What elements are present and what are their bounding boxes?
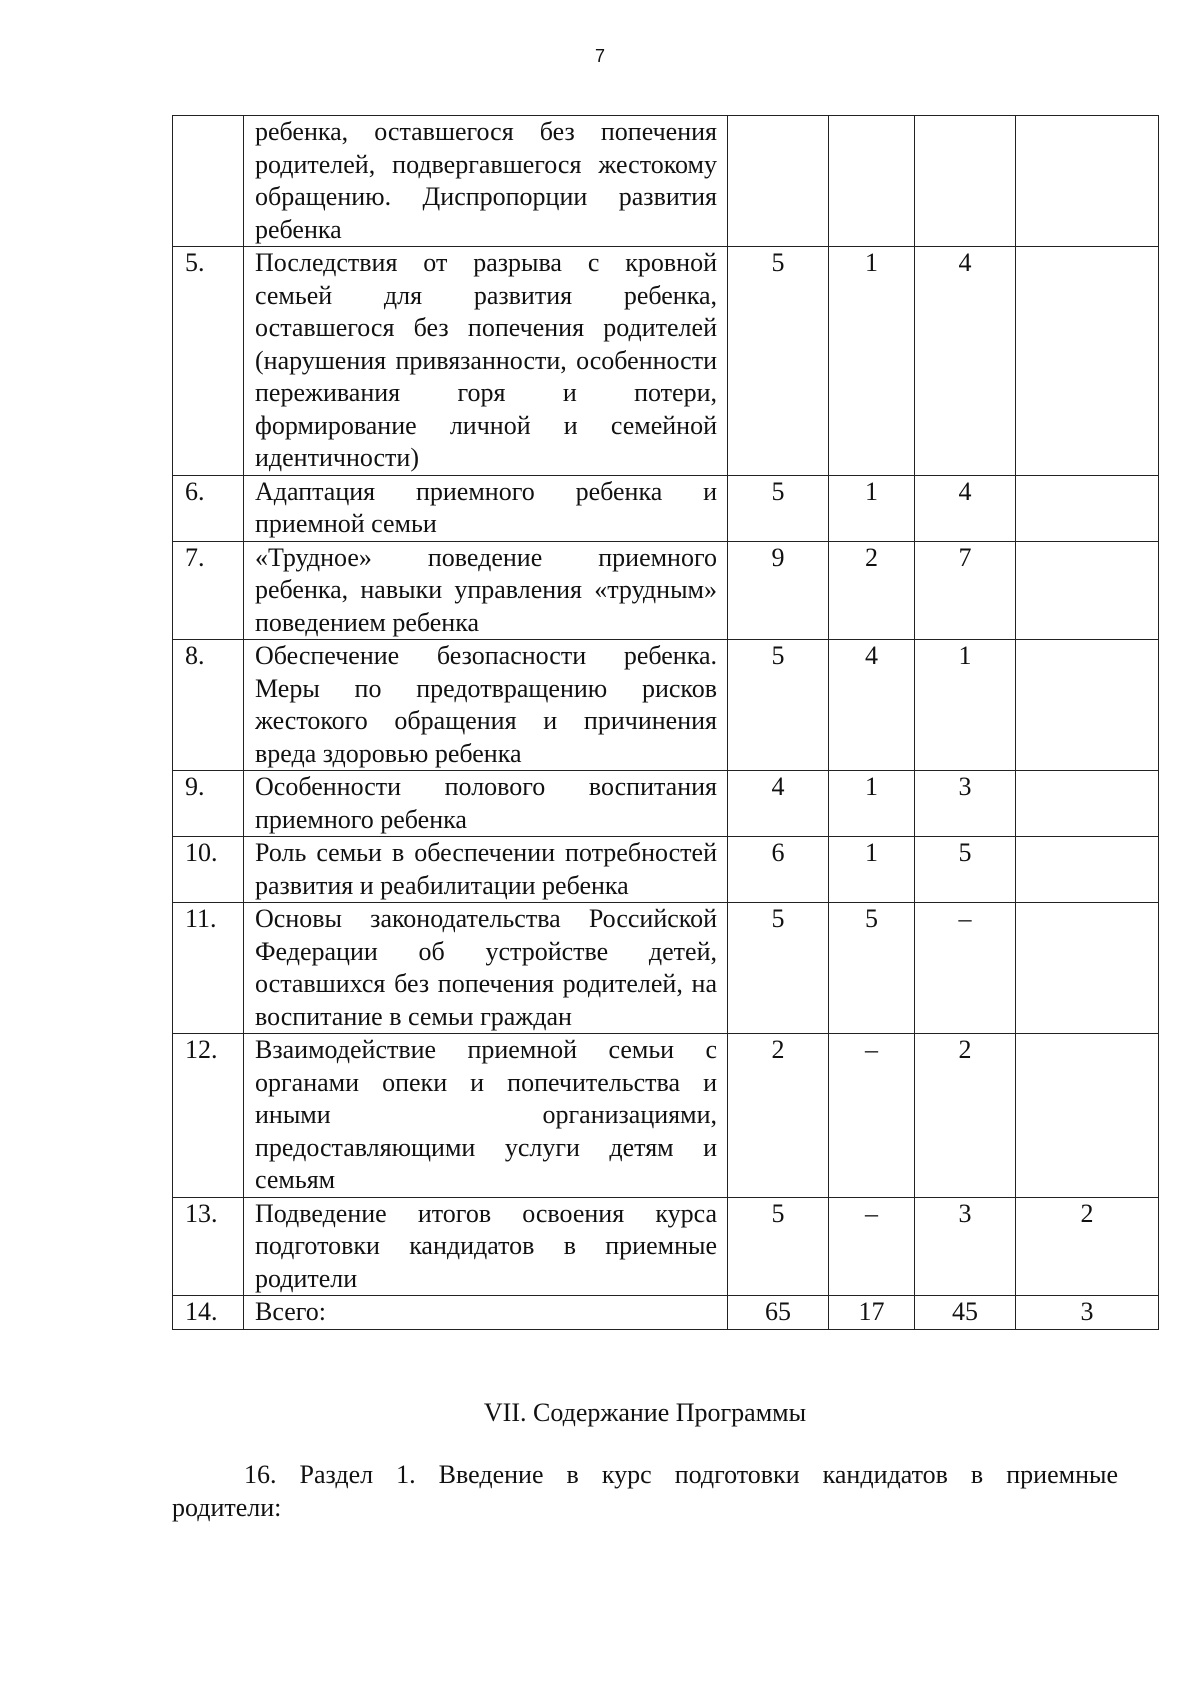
row-topic: Последствия от разрыва с кровной семьей для развития ребенка, оставшегося без попечения родителей (нарушения привязанности, особенности переживания горя и потери, формирование личной и семейной идентичности) [244, 247, 728, 476]
row-col-4 [1016, 771, 1159, 837]
row-col-4: 3 [1016, 1296, 1159, 1330]
table-row [173, 640, 1159, 771]
row-col-3: 45 [915, 1296, 1016, 1330]
row-topic: Обеспечение безопасности ребенка. Меры по предотвращению рисков жестокого обращения и причинения вреда здоровью ребенка [244, 640, 728, 771]
row-number: 8. [173, 640, 244, 771]
row-total-hours: 5 [728, 640, 829, 771]
row-number: 10. [173, 837, 244, 903]
row-col-2: 5 [829, 903, 915, 1034]
row-col-2: – [829, 1197, 915, 1296]
row-col-3: 3 [915, 771, 1016, 837]
row-col-3: 1 [915, 640, 1016, 771]
row-col-2: – [829, 1034, 915, 1198]
table-row [173, 475, 1159, 541]
row-col-4 [1016, 247, 1159, 476]
table-row [173, 116, 1159, 247]
page-number: 7 [594, 46, 605, 66]
row-topic: Адаптация приемного ребенка и приемной семьи [244, 475, 728, 541]
row-total-hours: 2 [728, 1034, 829, 1198]
row-total-hours: 5 [728, 1197, 829, 1296]
row-topic: Роль семьи в обеспечении потребностей развития и реабилитации ребенка [244, 837, 728, 903]
program-table [172, 115, 1159, 1330]
row-topic: Подведение итогов освоения курса подготовки кандидатов в приемные родители [244, 1197, 728, 1296]
row-col-2: 1 [829, 475, 915, 541]
row-col-2: 17 [829, 1296, 915, 1330]
row-total-hours: 9 [728, 541, 829, 640]
row-col-2: 4 [829, 640, 915, 771]
row-col-2: 1 [829, 837, 915, 903]
row-number: 6. [173, 475, 244, 541]
row-col-3: 7 [915, 541, 1016, 640]
table-row [173, 541, 1159, 640]
row-topic: Всего: [244, 1296, 728, 1330]
section-paragraph: 16. Раздел 1. Введение в курс подготовки кандидатов в приемные родители: [172, 1460, 1118, 1522]
row-col-3: 4 [915, 475, 1016, 541]
row-number: 13. [173, 1197, 244, 1296]
table-row [173, 903, 1159, 1034]
row-col-4 [1016, 640, 1159, 771]
row-col-3 [915, 116, 1016, 247]
row-col-2 [829, 116, 915, 247]
row-total-hours [728, 116, 829, 247]
row-topic: Основы законодательства Российской Федерации об устройстве детей, оставшихся без попечения родителей, на воспитание в семьи граждан [244, 903, 728, 1034]
row-col-4 [1016, 116, 1159, 247]
table-row [173, 771, 1159, 837]
row-col-2: 1 [829, 247, 915, 476]
row-total-hours: 4 [728, 771, 829, 837]
table-row [173, 247, 1159, 476]
row-col-3: 2 [915, 1034, 1016, 1198]
row-number: 14. [173, 1296, 244, 1330]
row-number [173, 116, 244, 247]
row-total-hours: 6 [728, 837, 829, 903]
row-total-hours: 5 [728, 903, 829, 1034]
table-row-total [173, 1296, 1159, 1330]
row-col-4 [1016, 541, 1159, 640]
row-col-3: 3 [915, 1197, 1016, 1296]
row-number: 11. [173, 903, 244, 1034]
row-topic: Взаимодействие приемной семьи с органами опеки и попечительства и иными организациями, предоставляющими услуги детям и семьям [244, 1034, 728, 1198]
row-number: 9. [173, 771, 244, 837]
row-topic: Особенности полового воспитания приемного ребенка [244, 771, 728, 837]
row-col-4 [1016, 837, 1159, 903]
row-col-3: 5 [915, 837, 1016, 903]
row-total-hours: 65 [728, 1296, 829, 1330]
table-row [173, 1034, 1159, 1198]
row-number: 12. [173, 1034, 244, 1198]
row-col-4 [1016, 1034, 1159, 1198]
row-topic: ребенка, оставшегося без попечения родителей, подвергавшегося жестокому обращению. Диспропорции развития ребенка [244, 116, 728, 247]
table-row [173, 837, 1159, 903]
row-total-hours: 5 [728, 247, 829, 476]
section-heading: VII. Содержание Программы [483, 1398, 807, 1427]
row-number: 5. [173, 247, 244, 476]
row-topic: «Трудное» поведение приемного ребенка, навыки управления «трудным» поведением ребенка [244, 541, 728, 640]
row-total-hours: 5 [728, 475, 829, 541]
table-row [173, 1197, 1159, 1296]
row-number: 7. [173, 541, 244, 640]
row-col-4: 2 [1016, 1197, 1159, 1296]
row-col-3: – [915, 903, 1016, 1034]
row-col-2: 2 [829, 541, 915, 640]
row-col-3: 4 [915, 247, 1016, 476]
row-col-4 [1016, 903, 1159, 1034]
row-col-2: 1 [829, 771, 915, 837]
row-col-4 [1016, 475, 1159, 541]
